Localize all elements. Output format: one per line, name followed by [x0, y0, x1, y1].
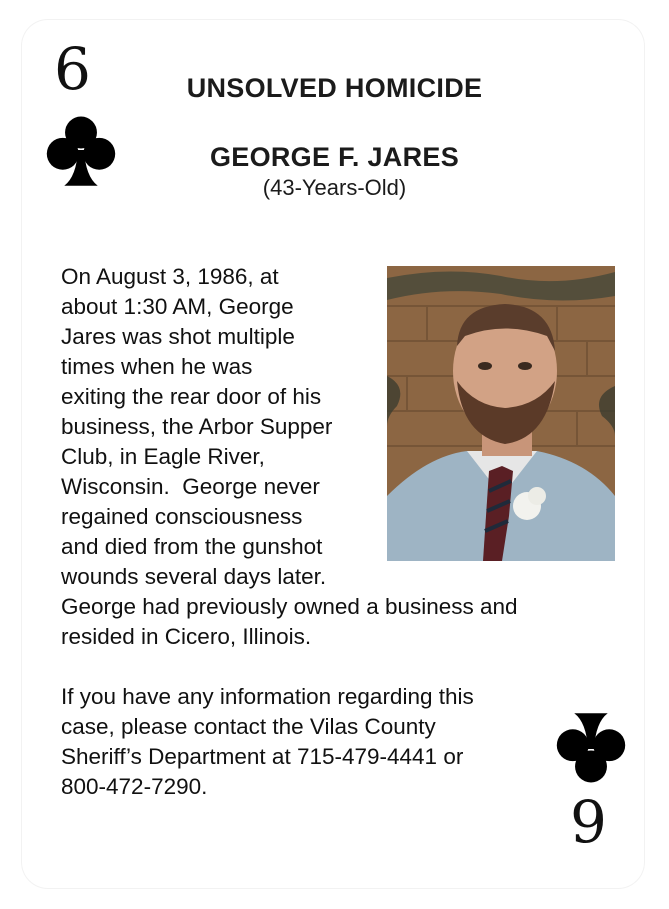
text-line: wounds several days later. — [61, 564, 327, 589]
text-line: George had previously owned a business and — [61, 594, 518, 619]
text-line: If you have any information regarding this — [61, 684, 474, 709]
text-line: On August 3, 1986, at — [61, 264, 279, 289]
text-line: case, please contact the Vilas County — [61, 714, 436, 739]
text-line: Wisconsin. George never — [61, 474, 320, 499]
victim-age: (43-Years-Old) — [262, 175, 407, 200]
case-description — [61, 262, 601, 802]
text-line: regained consciousness — [61, 504, 303, 529]
text-line: Club, in Eagle River, — [61, 444, 265, 469]
text-line: business, the Arbor Supper — [61, 414, 333, 439]
victim-name: GEORGE F. JARES — [209, 142, 460, 172]
text-line: 800-472-7290. — [61, 774, 208, 799]
text-line: exiting the rear door of his — [61, 384, 322, 409]
text-line: Sheriff’s Department at 715-479-4441 or — [61, 744, 464, 769]
card-rank-bottom: 9 — [570, 788, 607, 856]
text-line: times when he was — [61, 354, 253, 379]
text-line: about 1:30 AM, George — [61, 294, 294, 319]
card-title: UNSOLVED HOMICIDE — [186, 73, 483, 103]
card-rank-top: 6 — [54, 35, 91, 103]
text-line — [61, 652, 601, 682]
text-line: and died from the gunshot — [61, 534, 323, 559]
text-line: Jares was shot multiple — [61, 324, 295, 349]
text-line: resided in Cicero, Illinois. — [61, 624, 312, 649]
